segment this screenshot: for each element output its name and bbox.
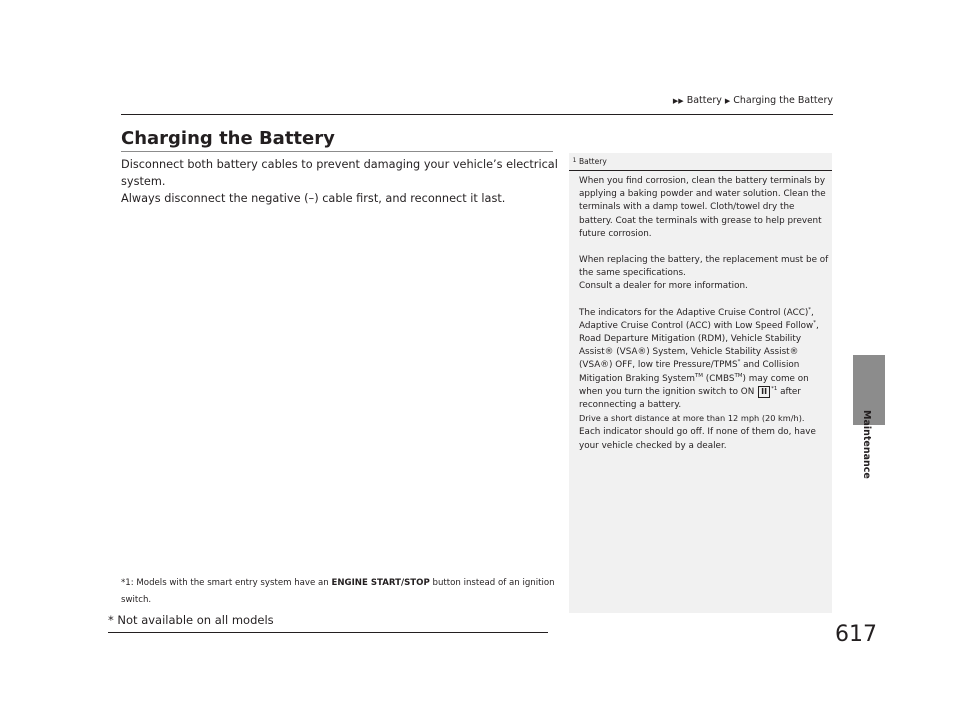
- page-title: Charging the Battery: [121, 128, 335, 149]
- footnote-reference: *1: [771, 385, 778, 392]
- footnote-suffix: button instead of an ignition switch.: [121, 578, 555, 605]
- sidebar-text: [579, 175, 829, 453]
- footnote-button-name: ENGINE START/STOP: [331, 578, 430, 588]
- breadcrumb-current: Charging the Battery: [733, 95, 833, 106]
- sidebar-text-run: after reconnecting a battery.: [579, 386, 801, 411]
- sidebar-text-run: The indicators for the Adaptive Cruise Control (ACC): [579, 307, 809, 318]
- sidebar-header: [569, 157, 832, 171]
- sidebar-text-run: ) may come on when you turn the ignition switch to ON: [579, 373, 809, 397]
- footer-rule: [108, 632, 548, 633]
- page-number: 617: [835, 622, 877, 647]
- breadcrumb-arrow-icon: ▶▶: [672, 96, 684, 105]
- sidebar-text-run: and Collision Mitigation Braking System: [579, 360, 800, 384]
- ignition-key-icon: II: [758, 386, 770, 398]
- body-text: [121, 156, 561, 207]
- title-rule: [121, 151, 553, 152]
- header-rule: [121, 114, 833, 115]
- footnote-prefix: *1: Models with the smart entry system have an: [121, 578, 332, 588]
- breadcrumb: [673, 95, 833, 106]
- asterisk-note: *: [808, 306, 812, 313]
- footnote: [121, 575, 561, 609]
- section-tab-label: Maintenance: [861, 410, 872, 479]
- body-line: Always disconnect the negative (–) cable first, and reconnect it last.: [121, 192, 506, 205]
- trademark-mark: TM: [734, 372, 743, 379]
- sidebar-text-run: , Road Departure Mitigation (RDM), Vehicle Stability Assist® (VSA®) System, Vehicle Stability Assist® (VSA®) OFF, low tire Pressure/TPMS: [579, 320, 819, 371]
- sidebar-header-title: Battery: [579, 157, 607, 166]
- body-line: Disconnect both battery cables to prevent damaging your vehicle’s electrical system.: [121, 158, 558, 188]
- breadcrumb-parent[interactable]: Battery: [686, 95, 722, 106]
- asterisk-note: *: [813, 319, 816, 326]
- sidebar-paragraph: [579, 307, 829, 453]
- sidebar-text-run: , Adaptive Cruise Control (ACC) with Low Speed Follow: [579, 307, 814, 331]
- sidebar-text-run: Each indicator should go off. If none of them do, have your vehicle checked by a dealer.: [579, 427, 816, 451]
- sidebar-paragraph: [579, 254, 829, 294]
- trademark-mark: TM: [694, 372, 703, 379]
- sidebar-paragraph: When you find corrosion, clean the battery terminals by applying a baking powder and water solution. Clean the terminals with a damp towel. Cloth/towel dry the battery. Coat the terminals with grease to help prevent future corrosion.: [579, 176, 826, 239]
- note-marker-icon: 1: [572, 157, 577, 164]
- sidebar-note: [569, 153, 832, 613]
- sidebar-sentence: Consult a dealer for more information.: [579, 281, 748, 292]
- not-available-note: * Not available on all models: [108, 613, 274, 627]
- sidebar-text-run: (CMBS: [703, 373, 735, 384]
- sidebar-sentence: When replacing the battery, the replacement must be of the same specifications.: [579, 255, 829, 279]
- breadcrumb-arrow-icon: ▶: [724, 96, 731, 105]
- asterisk-note: *: [737, 359, 741, 366]
- sidebar-text-run: Drive a short distance at more than 12 mph (20 km/h).: [579, 413, 805, 424]
